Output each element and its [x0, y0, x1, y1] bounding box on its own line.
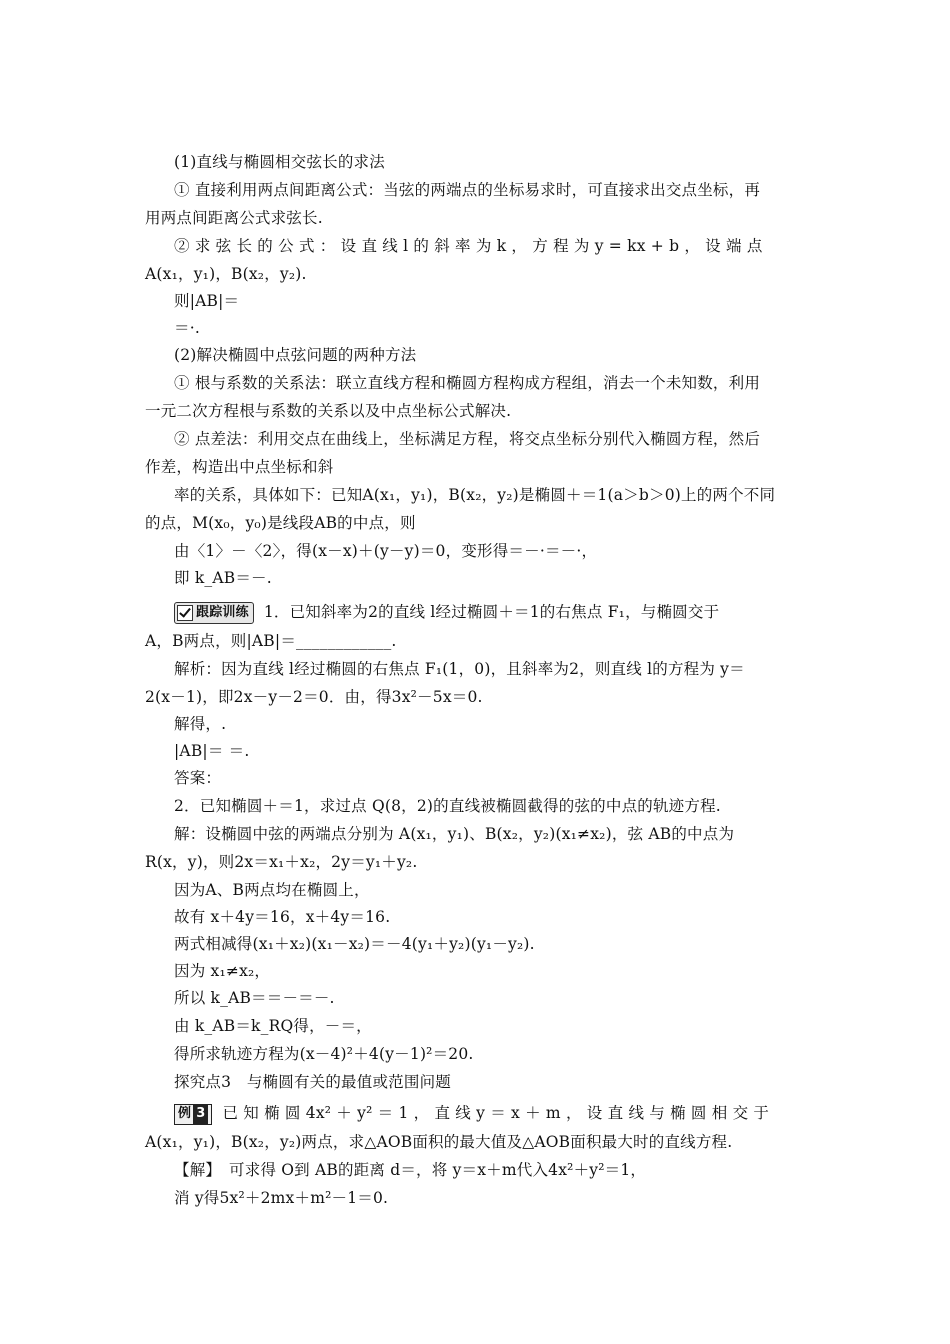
text-line: ① 直接利用两点间距离公式：当弦的两端点的坐标易求时，可直接求出交点坐标，再: [174, 181, 761, 199]
text-line: 解：设椭圆中弦的两端点分别为 A(x₁，y₁)、B(x₂，y₂)(x₁≠x₂)，弦 AB的中点为: [174, 825, 735, 843]
formula-line: 则|AB|＝: [174, 292, 240, 310]
formula-line: 消 y得5x²＋2mx＋m²－1＝0.: [174, 1189, 389, 1207]
text-line: A(x₁，y₁)，B(x₂，y₂).: [145, 265, 307, 283]
text-line: 率的关系，具体如下：已知A(x₁，y₁)，B(x₂，y₂)是椭圆＋＝1(a＞b＞0)上的两个不同: [174, 486, 776, 504]
example-number: 3: [193, 1104, 208, 1124]
tracking-practice-badge: [174, 602, 254, 624]
text-line: 作差，构造出中点坐标和斜: [145, 458, 334, 476]
tracking-practice-label: 跟踪训练: [196, 605, 249, 620]
formula-line: 因为 x₁≠x₂，: [174, 962, 271, 980]
formula-line: 两式相减得(x₁＋x₂)(x₁－x₂)＝－4(y₁＋y₂)(y₁－y₂).: [174, 935, 535, 953]
checkmark-icon: [177, 605, 193, 621]
text-line: 2(x－1)，即2x－y－2＝0．由，得3x²－5x＝0.: [145, 688, 483, 706]
section-heading-midpoint-chord: (2)解决椭圆中点弦问题的两种方法: [174, 346, 417, 364]
example-3-line: [174, 1103, 834, 1125]
formula-line: ＝·.: [174, 319, 200, 337]
formula-line: 由 k_AB＝k_RQ得，－＝，: [174, 1017, 372, 1035]
text-line: 解得，.: [174, 715, 227, 733]
text-line: 一元二次方程根与系数的关系以及中点坐标公式解决.: [145, 402, 512, 420]
text-line: A(x₁，y₁)，B(x₂，y₂)两点，求△AOB面积的最大值及△AOB面积最大时的直线方程.: [145, 1133, 733, 1151]
text-line: 用两点间距离公式求弦长.: [145, 209, 323, 227]
formula-line: 所以 k_AB＝＝－＝－.: [174, 989, 335, 1007]
exercise-2-text: 2．已知椭圆＋＝1，求过点 Q(8，2)的直线被椭圆截得的弦的中点的轨迹方程.: [174, 797, 721, 815]
answer-label: 答案：: [174, 769, 222, 787]
formula-line: 由〈1〉－〈2〉，得(x－x)＋(y－y)＝0，变形得＝－·＝－·，: [174, 542, 598, 560]
text-line: 解析：因为直线 l经过椭圆的右焦点 F₁(1，0)，且斜率为2，则直线 l的方程为 y＝: [174, 660, 745, 678]
example-label: 例: [178, 1106, 192, 1121]
formula-line: 即 k_AB＝－.: [174, 569, 272, 587]
text-line: R(x，y)，则2x＝x₁＋x₂，2y＝y₁＋y₂.: [145, 853, 418, 871]
text-line: 因为A、B两点均在椭圆上，: [174, 881, 370, 899]
text-line: 的点，M(x₀，y₀)是线段AB的中点，则: [145, 514, 416, 532]
formula-line: |AB|＝ ＝.: [174, 742, 250, 760]
text-line: ① 根与系数的关系法：联立直线方程和椭圆方程构成方程组，消去一个未知数，利用: [174, 374, 761, 392]
example-badge: [174, 1104, 212, 1125]
text-line: A，B两点，则|AB|＝____________.: [145, 632, 397, 650]
exercise-1-line: [174, 602, 834, 624]
text-line: ② 点差法：利用交点在曲线上，坐标满足方程，将交点坐标分别代入椭圆方程，然后: [174, 430, 761, 448]
text-line: ② 求 弦 长 的 公 式 ： 设 直 线 l 的 斜 率 为 k ， 方 程 为 y = kx + b ， 设 端 点: [174, 237, 763, 255]
section-heading-extremum: 探究点3 与椭圆有关的最值或范围问题: [174, 1073, 451, 1091]
example-3-text: 已 知 椭 圆 4x² ＋ y² ＝ 1 ， 直 线 y ＝ x ＋ m ， 设 直 线 与 椭 圆 相 交 于: [222, 1104, 770, 1122]
section-heading-chord-length: (1)直线与椭圆相交弦长的求法: [174, 153, 385, 171]
solution-line: 【解】 可求得 O到 AB的距离 d＝，将 y＝x＋m代入4x²＋y²＝1，: [174, 1161, 647, 1179]
formula-line: 得所求轨迹方程为(x－4)²＋4(y－1)²＝20.: [174, 1045, 474, 1063]
formula-line: 故有 x＋4y＝16，x＋4y＝16.: [174, 908, 391, 926]
exercise-1-text: 1．已知斜率为2的直线 l经过椭圆＋＝1的右焦点 F₁，与椭圆交于: [263, 603, 720, 621]
